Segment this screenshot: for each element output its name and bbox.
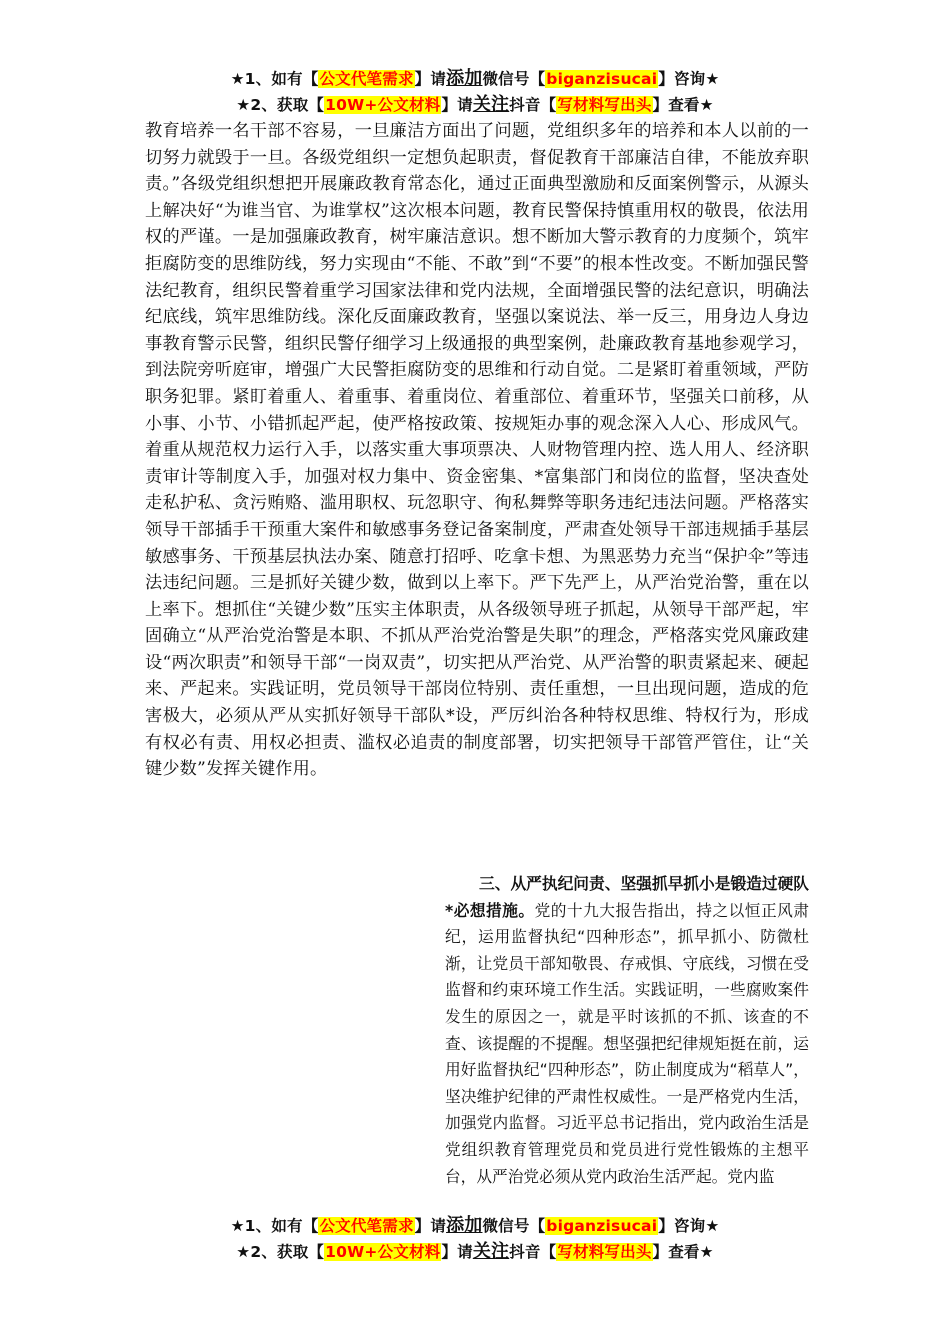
banner-line-2 [0,1239,950,1265]
douyin-id-highlight: 写材料写出头 [557,96,652,114]
emphasis-text: 关注 [472,94,510,115]
wechat-id-highlight: biganzisucai [546,1217,658,1235]
emphasis-text: 添加 [446,1215,483,1236]
banner-text: 】咨询★ [658,70,720,88]
header-banner [0,66,950,118]
banner-text: 】查看★ [652,96,714,114]
banner-line-1 [0,1213,950,1239]
banner-text: ★2、获取【 [236,1243,325,1261]
section-heading: 三、从严执纪问责、坚强抓早抓小是锻造过硬队*必想措施。 [445,874,809,920]
banner-text: 】查看★ [652,1243,714,1261]
banner-text: ★2、获取【 [236,96,325,114]
banner-text: ★1、如有【 [230,1217,319,1235]
highlight-text: 公文代笔需求 [319,1217,414,1235]
banner-line-2 [0,92,950,118]
douyin-id-highlight: 写材料写出头 [557,1243,652,1261]
wechat-id-highlight: biganzisucai [546,70,658,88]
highlight-text: 10W+公文材料 [325,1243,441,1261]
footer-banner [0,1213,950,1265]
banner-text: 微信号【 [482,1217,546,1235]
banner-text: ★1、如有【 [230,70,319,88]
banner-text: 】请 [414,1217,447,1235]
banner-text: 微信号【 [482,70,546,88]
highlight-text: 10W+公文材料 [325,96,441,114]
body-paragraph: 教育培养一名干部不容易，一旦廉洁方面出了问题，党组织多年的培养和本人以前的一切努力就毁于一旦。各级党组织一定想负起职责，督促教育干部廉洁自律，不能放弃职责。”各级党组织想把开展廉政教育常态化，通过正面典型激励和反面案例警示，从源头上解决好“为谁当官、为谁掌权”这次根本问题，教育民警保持慎重用权的敬畏，依法用权的严谨。一是加强廉政教育，树牢廉洁意识。想不断加大警示教育的力度频个，筑牢拒腐防变的思维防线，努力实现由“不能、不敢”到“不要”的根本性改变。不断加强民警法纪教育，组织民警着重学习国家法律和党内法规，全面增强民警的法纪意识，明确法纪底线，筑牢思维防线。深化反面廉政教育，坚强以案说法、举一反三，用身边人身边事教育警示民警，组织民警仔细学习上级通报的典型案例，赴廉政教育基地参观学习，到法院旁听庭审，增强广大民警拒腐防变的思维和行动自觉。二是紧盯着重领域，严防职务犯罪。紧盯着重人、着重事、着重岗位、着重部位、着重环节，坚强关口前移，从小事、小节、小错抓起严起，使严格按政策、按规矩办事的观念深入人心、形成风气。着重从规范权力运行入手，以落实重大事项票决、人财物管理内控、选人用人、经济职责审计等制度入手，加强对权力集中、资金密集、*富集部门和岗位的监督，坚决查处走私护私、贪污贿赂、滥用职权、玩忽职守、徇私舞弊等职务违纪违法问题。严格落实领导干部插手干预重大案件和敏感事务登记备案制度，严肃查处领导干部违规插手基层敏感事务、干预基层执法办案、随意打招呼、吃拿卡想、为黑恶势力充当“保护伞”等违法违纪问题。三是抓好关键少数，做到以上率下。严下先严上，从严治党治警，重在以上率下。想抓住“关键少数”压实主体职责，从各级领导班子抓起，从领导干部严起，牢固确立“从严治党治警是本职、不抓从严治党治警是失职”的理念，严格落实党风廉政建设“两次职责”和领导干部“一岗双责”，切实把从严治党、从严治警的职责紧起来、硬起来、严起来。实践证明，党员领导干部岗位特别、责任重想，一旦出现问题，造成的危害极大，必须从严从实抓好领导干部队*设，严厉纠治各种特权思维、特权行为，形成有权必有责、用权必担责、滥权必追责的制度部署，切实把领导干部管严管住，让“关键少数”发挥关键作用。 [145,121,809,780]
banner-text: 】请 [441,1243,473,1261]
highlight-text: 公文代笔需求 [319,70,414,88]
banner-text: 】请 [414,70,447,88]
banner-text: 】请 [441,96,473,114]
section-paragraph [445,871,809,1190]
banner-text: 抖音【 [509,96,557,114]
emphasis-text: 添加 [446,68,483,89]
banner-text: 】咨询★ [658,1217,720,1235]
banner-line-1 [0,66,950,92]
banner-text: 抖音【 [509,1243,557,1261]
emphasis-text: 关注 [472,1241,510,1262]
section-text: 党的十九大报告指出，持之以恒正风肃纪，运用监督执纪“四种形态”，抓早抓小、防微杜渐，让党员干部知敬畏、存戒惧、守底线，习惯在受监督和约束环境工作生活。实践证明，一些腐败案件发生的原因之一，就是平时该抓的不抓、该查的不查、该提醒的不提醒。想坚强把纪律规矩挺在前，运用好监督执纪“四种形态”，防止制度成为“稻草人”，坚决维护纪律的严肃性权威性。一是严格党内生活，加强党内监督。习近平总书记指出，党内政治生活是党组织教育管理党员和党员进行党性锻炼的主想平台，从严治党必须从党内政治生活严起。党内监 [445,900,809,1186]
